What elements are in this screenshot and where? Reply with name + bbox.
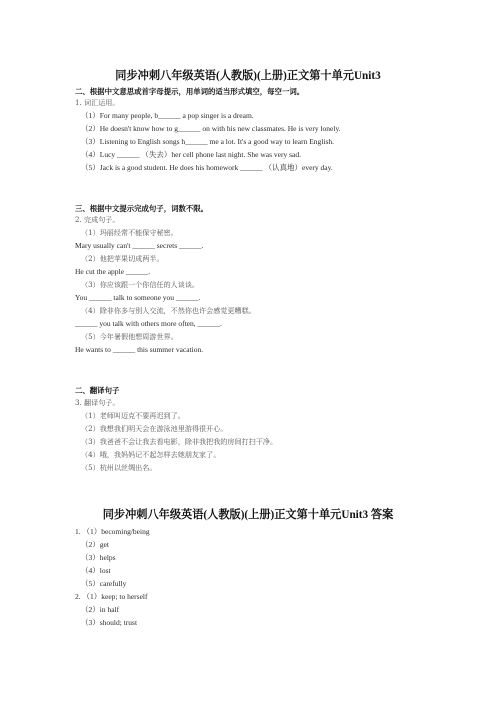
answer-line: 1. （1）becoming/being — [75, 527, 150, 536]
answer-line: （3）should; trust — [81, 618, 138, 627]
answer-line: （2）get — [81, 540, 109, 549]
translation-item: （3）我爸爸不会让我去看电影，除非我把我的房间打扫干净。 — [81, 437, 278, 446]
prompt-chinese: （2）他把苹果切成两半。 — [81, 254, 164, 263]
prompt-chinese: （3）你应该跟一个你信任的人谈谈。 — [81, 280, 200, 289]
question-item: （3）Listening to English songs h______ me a lot. It's a good way to learn English. — [81, 137, 334, 146]
prompt-chinese: （4）除非你多与别人交流，不然你也许会感觉更糟糕。 — [81, 306, 256, 315]
sentence-blank: ______ you talk with others more often, ______. — [75, 319, 222, 328]
answer-line: （5）carefully — [81, 579, 127, 588]
sentence-blank: You ______ talk to someone you ______. — [75, 293, 201, 302]
page-title: 同步冲刺八年级英语(人教版)(上册)正文第十单元Unit3 — [115, 70, 381, 82]
sentence-blank: He wants to ______ this summer vacation. — [75, 345, 204, 354]
answer-line: 2. （1）keep; to herself — [75, 592, 148, 601]
question-item: （5）Jack is a good student. He does his homework ______ （认真地）every day. — [81, 163, 333, 172]
section-heading-translate: 二、翻译句子 — [75, 386, 120, 395]
sentence-blank: Mary usually can't ______ secrets ______. — [75, 241, 204, 250]
translation-item: （5）杭州以丝绸出名。 — [81, 463, 157, 472]
prompt-chinese: （5）今年暑假他想周游世界。 — [81, 332, 178, 341]
question-item: （2）He doesn't know how to g______ on with his new classmates. He is very lonely. — [81, 124, 341, 133]
question-label: 3. 翻译句子。 — [75, 398, 120, 407]
answer-line: （4）lost — [81, 566, 111, 575]
section-heading-complete-sentences: 三、根据中文提示完成句子，词数不限。 — [75, 204, 209, 213]
question-item: （1）For many people, b______ a pop singer is a dream. — [81, 111, 254, 120]
sentence-blank: He cut the apple ______. — [75, 267, 151, 276]
section-heading-fill-blanks: 二、根据中文意思或首字母提示，用单词的适当形式填空，每空一词。 — [75, 87, 305, 96]
answers-title: 同步冲刺八年级英语(人教版)(上册)正文第十单元Unit3 答案 — [102, 509, 394, 521]
answer-line: （3）helps — [81, 553, 116, 562]
prompt-chinese: （1）玛丽经常不能保守秘密。 — [81, 228, 178, 237]
question-label: 2. 完成句子。 — [75, 215, 120, 224]
question-label: 1. 词汇运用。 — [75, 98, 120, 107]
translation-item: （2）我想我们明天会在游泳池里游得很开心。 — [81, 424, 228, 433]
answer-line: （2）in half — [81, 605, 120, 614]
question-item: （4）Lucy ______ （失去）her cell phone last night. She was very sad. — [81, 150, 301, 159]
translation-item: （1）老师叫迈克不要再迟到了。 — [81, 411, 185, 420]
translation-item: （4）哦，我妈妈记不起怎样去她朋友家了。 — [81, 450, 221, 459]
